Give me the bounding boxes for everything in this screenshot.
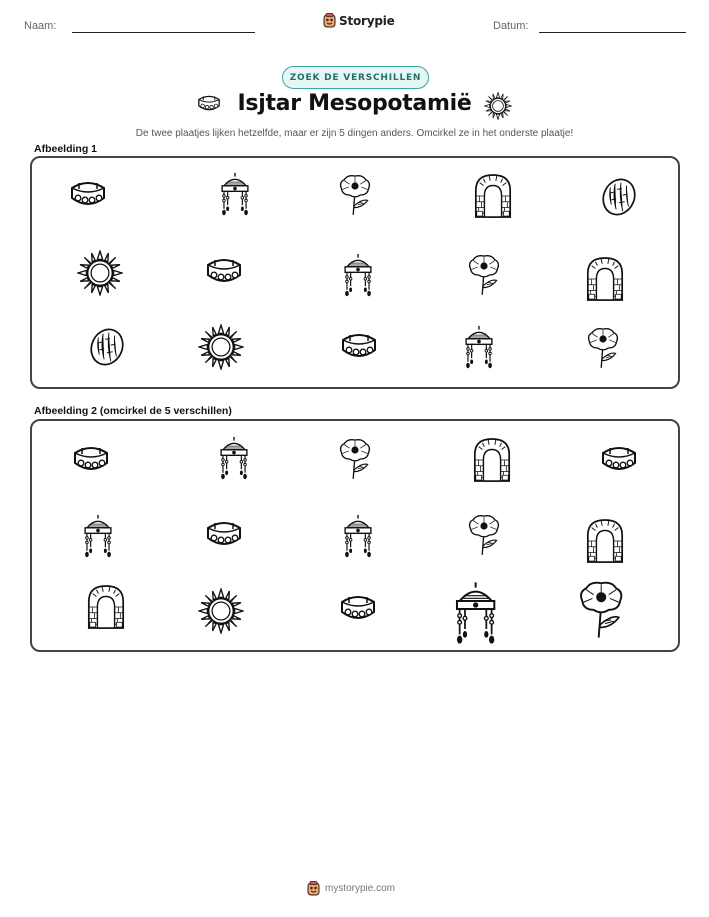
poppy-flower-icon [466, 253, 502, 297]
shrine-icon[interactable] [217, 436, 251, 482]
name-label: Naam: [24, 20, 57, 32]
bracelet-icon [202, 257, 246, 287]
bracelet-icon[interactable] [336, 594, 380, 624]
picture1-label: Afbeelding 1 [34, 143, 98, 155]
date-line[interactable] [539, 32, 686, 33]
instructions: De twee plaatjes lijken hetzelfde, maar er zijn 5 dingen anders. Omcirkel ze in het onderste plaatje! [135, 128, 574, 139]
poppy-flower-icon [585, 326, 621, 370]
sun-icon [198, 324, 244, 370]
name-line[interactable] [72, 32, 255, 33]
shrine-icon[interactable] [341, 514, 375, 560]
shrine-icon [341, 253, 375, 299]
gate-arch-icon[interactable] [85, 584, 127, 630]
sun-icon [484, 92, 512, 125]
picture2-label: Afbeelding 2 (omcirkel de 5 verschillen) [34, 405, 232, 417]
sun-icon [77, 250, 123, 296]
storypie-mascot-icon [307, 881, 320, 896]
footer [307, 881, 395, 896]
poppy-flower-icon[interactable] [466, 513, 502, 557]
footer-url[interactable]: mystorypie.com [325, 883, 396, 894]
shrine-icon [218, 172, 252, 218]
brand-name: Storypie [339, 13, 395, 28]
gate-arch-icon[interactable] [584, 518, 626, 564]
gate-arch-icon [584, 256, 626, 302]
nut-icon [600, 176, 638, 218]
sun-icon[interactable] [198, 588, 244, 634]
bracelet-icon[interactable] [202, 520, 246, 550]
date-label: Datum: [493, 20, 529, 32]
poppy-flower-icon[interactable] [576, 579, 626, 641]
activity-badge: ZOEK DE VERSCHILLEN [282, 66, 429, 89]
bracelet-icon [66, 180, 110, 210]
shrine-icon[interactable] [81, 514, 115, 560]
shrine-icon [462, 325, 496, 371]
gate-arch-icon[interactable] [471, 437, 513, 483]
poppy-flower-icon[interactable] [337, 437, 373, 481]
nut-icon [88, 326, 126, 368]
brand-logo [323, 13, 395, 28]
poppy-flower-icon [337, 173, 373, 217]
bracelet-icon [337, 332, 381, 362]
storypie-mascot-icon [323, 13, 336, 28]
gate-arch-icon [472, 173, 514, 219]
shrine-icon[interactable] [451, 581, 500, 648]
bracelet-icon[interactable] [69, 445, 113, 475]
page-title: Isjtar Mesopotamië [237, 91, 472, 116]
bracelet-icon[interactable] [597, 445, 641, 475]
